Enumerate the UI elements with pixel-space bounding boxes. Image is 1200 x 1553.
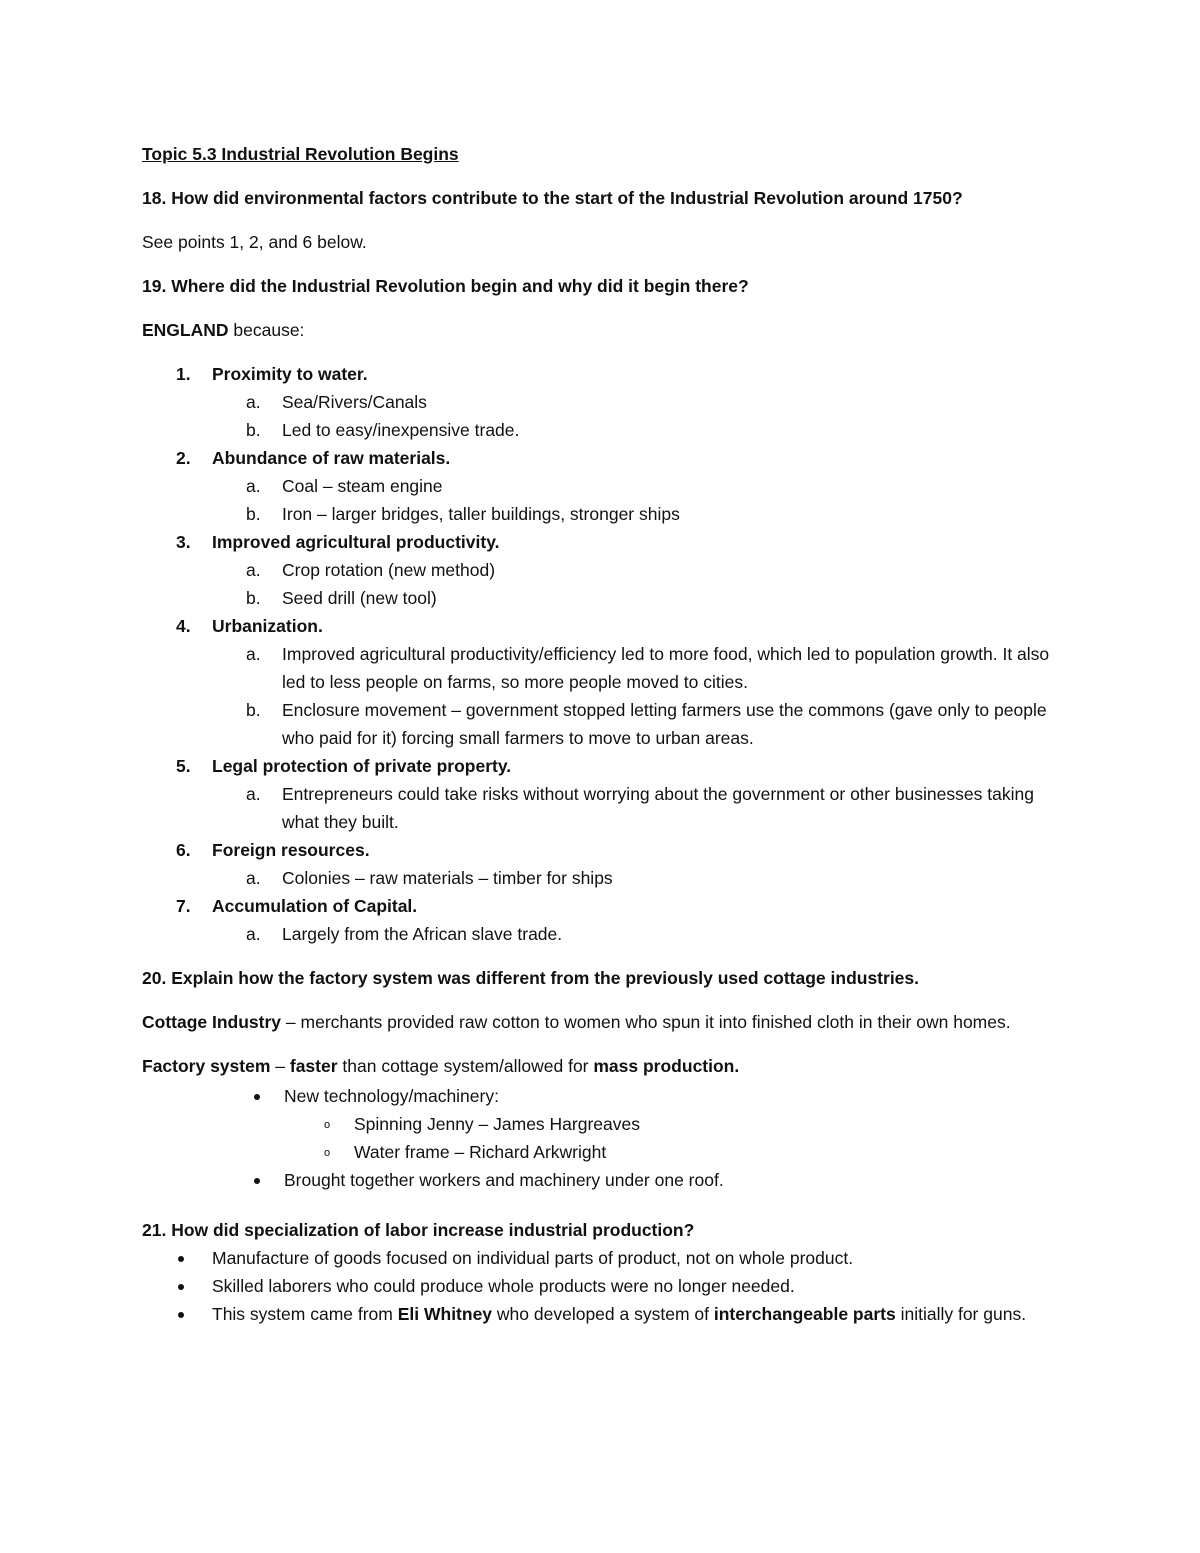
- factory-system-definition: [142, 1052, 1072, 1080]
- sub-bullet-text: Spinning Jenny – James Hargreaves: [354, 1114, 640, 1134]
- reason-number: 5.: [176, 756, 191, 776]
- reason-item: [142, 360, 1072, 444]
- circle-bullet-icon: o: [324, 1119, 331, 1131]
- bullet-text: Brought together workers and machinery under one roof.: [284, 1170, 724, 1190]
- interchangeable-parts-term: interchangeable parts: [713, 1304, 896, 1324]
- bullet-text: Skilled laborers who could produce whole products were no longer needed.: [212, 1276, 795, 1296]
- sub-letter: a.: [246, 784, 261, 804]
- reason-label: Accumulation of Capital.: [212, 896, 418, 916]
- factory-system-term: Factory system: [142, 1056, 271, 1076]
- sub-text: Coal – steam engine: [282, 476, 443, 496]
- answer-18: See points 1, 2, and 6 below.: [142, 232, 367, 252]
- bullet-text: New technology/machinery:: [284, 1086, 499, 1106]
- sub-letter: a.: [246, 392, 261, 412]
- sub-bullet-text: Water frame – Richard Arkwright: [354, 1142, 607, 1162]
- sub-letter: b.: [246, 420, 261, 440]
- bullet-dot-icon: [254, 1094, 260, 1100]
- reason-label: Improved agricultural productivity.: [212, 532, 500, 552]
- sub-point: [212, 696, 1072, 752]
- sub-letter: b.: [246, 700, 261, 720]
- reason-item: [142, 892, 1072, 948]
- answer-19-rest: because:: [228, 320, 305, 340]
- page-title: Topic 5.3 Industrial Revolution Begins: [142, 144, 459, 164]
- bullet-item: [142, 1082, 1072, 1110]
- reason-label: Foreign resources.: [212, 840, 370, 860]
- question-21: 21. How did specialization of labor increase industrial production?: [142, 1220, 695, 1240]
- sub-bullet-item: [142, 1110, 1072, 1138]
- cottage-industry-term: Cottage Industry: [142, 1012, 282, 1032]
- sub-text: Entrepreneurs could take risks without worrying about the government or other businesses taking what they built.: [282, 784, 1034, 832]
- reason-item: [142, 836, 1072, 892]
- sub-point: [212, 388, 1072, 416]
- sub-point: [212, 416, 1072, 444]
- reason-number: 3.: [176, 532, 191, 552]
- sub-letter: a.: [246, 476, 261, 496]
- cottage-industry-text: – merchants provided raw cotton to women who spun it into finished cloth in their own homes.: [281, 1012, 1011, 1032]
- circle-bullet-icon: o: [324, 1147, 331, 1159]
- sub-point: [212, 472, 1072, 500]
- answer-19-intro: [142, 316, 1072, 344]
- reason-label: Urbanization.: [212, 616, 323, 636]
- bullet-text: Manufacture of goods focused on individual parts of product, not on whole product.: [212, 1248, 854, 1268]
- sub-text: Improved agricultural productivity/efficiency led to more food, which led to population growth. It also led to less people on farms, so more people moved to cities.: [282, 644, 1050, 692]
- question-18: 18. How did environmental factors contribute to the start of the Industrial Revolution around 1750?: [142, 188, 963, 208]
- sub-text: Largely from the African slave trade.: [282, 924, 563, 944]
- factory-bullets: [142, 1082, 1072, 1194]
- reason-item: [142, 752, 1072, 836]
- bullet-dot-icon: [254, 1178, 260, 1184]
- sub-text: Sea/Rivers/Canals: [282, 392, 427, 412]
- bullet-item: [142, 1244, 1072, 1272]
- sub-point: [212, 640, 1072, 696]
- bullet-text-a: This system came from: [212, 1304, 398, 1324]
- england-term: ENGLAND: [142, 320, 229, 340]
- reason-label: Legal protection of private property.: [212, 756, 512, 776]
- sub-text: Crop rotation (new method): [282, 560, 496, 580]
- reason-item: [142, 612, 1072, 752]
- sub-text: Colonies – raw materials – timber for ships: [282, 868, 613, 888]
- specialization-bullets: [142, 1244, 1072, 1328]
- bullet-item: [142, 1300, 1072, 1328]
- sub-point: [212, 556, 1072, 584]
- sub-point: [212, 780, 1072, 836]
- sub-point: [212, 864, 1072, 892]
- reason-number: 6.: [176, 840, 191, 860]
- sub-letter: a.: [246, 644, 261, 664]
- bullet-text-c: who developed a system of: [492, 1304, 714, 1324]
- bullet-item: [142, 1272, 1072, 1300]
- bullet-text-e: initially for guns.: [895, 1304, 1027, 1324]
- sub-letter: a.: [246, 560, 261, 580]
- mass-production-term: mass production.: [593, 1056, 740, 1076]
- reason-number: 7.: [176, 896, 191, 916]
- bullet-dot-icon: [178, 1256, 184, 1262]
- sub-text: Led to easy/inexpensive trade.: [282, 420, 520, 440]
- faster-term: faster: [289, 1056, 338, 1076]
- reason-number: 1.: [176, 364, 191, 384]
- bullet-dot-icon: [178, 1284, 184, 1290]
- sub-letter: b.: [246, 504, 261, 524]
- reason-number: 4.: [176, 616, 191, 636]
- factory-mid-text: than cottage system/allowed for: [337, 1056, 594, 1076]
- reason-label: Abundance of raw materials.: [212, 448, 451, 468]
- sub-text: Enclosure movement – government stopped letting farmers use the commons (gave only to people who paid for it) forcing small farmers to move to urban areas.: [282, 700, 1047, 748]
- sub-text: Seed drill (new tool): [282, 588, 437, 608]
- factory-dash: –: [270, 1056, 290, 1076]
- sub-letter: a.: [246, 924, 261, 944]
- reasons-list: [142, 360, 1072, 948]
- reason-label: Proximity to water.: [212, 364, 368, 384]
- sub-point: [212, 584, 1072, 612]
- cottage-industry-definition: [142, 1008, 1072, 1036]
- sub-point: [212, 500, 1072, 528]
- sub-bullet-item: [142, 1138, 1072, 1166]
- sub-text: Iron – larger bridges, taller buildings, stronger ships: [282, 504, 680, 524]
- bullet-item: [142, 1166, 1072, 1194]
- reason-item: [142, 444, 1072, 528]
- reason-number: 2.: [176, 448, 191, 468]
- eli-whitney-term: Eli Whitney: [397, 1304, 493, 1324]
- bullet-dot-icon: [178, 1312, 184, 1318]
- question-20: 20. Explain how the factory system was different from the previously used cottage industries.: [142, 968, 920, 988]
- sub-point: [212, 920, 1072, 948]
- reason-item: [142, 528, 1072, 612]
- question-19: 19. Where did the Industrial Revolution begin and why did it begin there?: [142, 276, 749, 296]
- sub-letter: b.: [246, 588, 261, 608]
- document-page: [142, 140, 1072, 1328]
- sub-letter: a.: [246, 868, 261, 888]
